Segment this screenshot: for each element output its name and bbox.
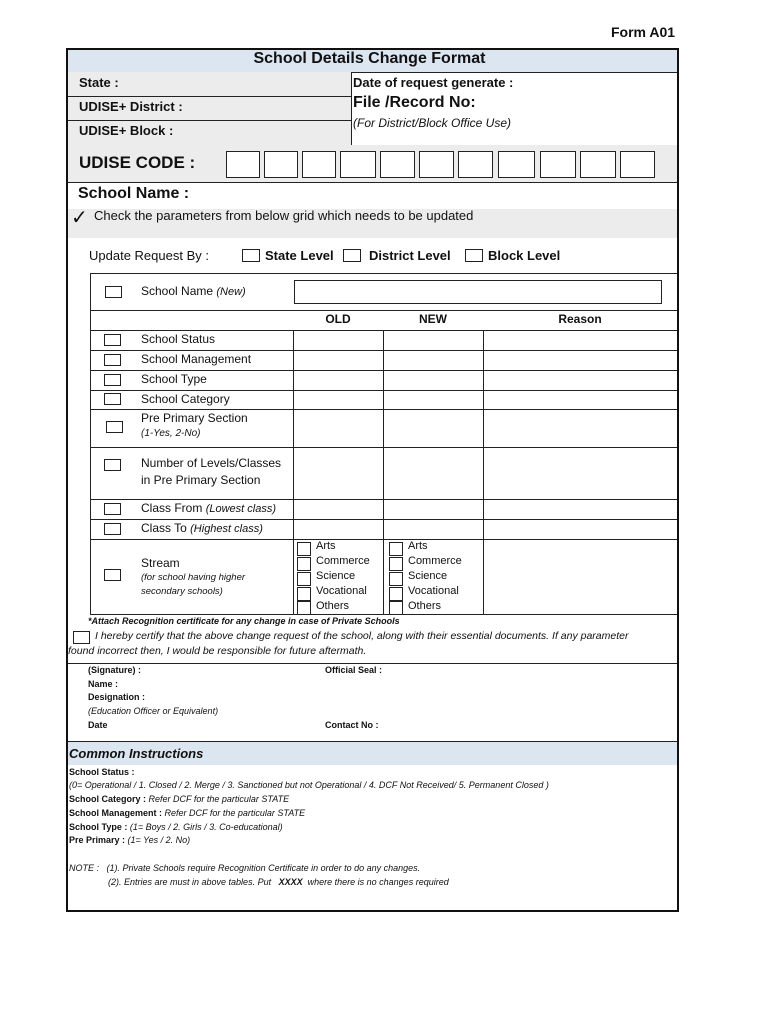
old-science-checkbox[interactable] [297, 572, 311, 586]
new-arts-checkbox[interactable] [389, 542, 403, 556]
col-old-header: OLD [325, 312, 351, 326]
class-to-label: Class To (Highest class) [141, 521, 263, 535]
udise-digit-box[interactable] [458, 151, 493, 178]
instr-management: School Management : Refer DCF for the particular STATE [69, 808, 306, 818]
levels-label-line2: in Pre Primary Section [141, 473, 261, 487]
old-others-checkbox[interactable] [297, 601, 311, 615]
col-new-header: NEW [419, 312, 447, 326]
udise-digit-box[interactable] [540, 151, 576, 178]
district-level-label: District Level [369, 248, 451, 263]
old-others-label: Others [316, 600, 350, 612]
block-level-label: Block Level [488, 248, 561, 263]
old-commerce-label: Commerce [316, 555, 370, 567]
new-vocational-label: Vocational [408, 585, 459, 597]
col-reason-header: Reason [558, 312, 602, 326]
pre-primary-note: (1-Yes, 2-No) [141, 428, 201, 439]
school-management-label: School Management [141, 352, 252, 366]
new-science-checkbox[interactable] [389, 572, 403, 586]
udise-block-label: UDISE+ Block : [79, 123, 174, 138]
school-name-new-checkbox[interactable] [105, 286, 122, 298]
attach-note: *Attach Recognition certificate for any change in case of Private Schools [88, 616, 400, 626]
form-id: Form A01 [611, 24, 676, 40]
stream-note-line1: (for school having higher [141, 572, 246, 583]
school-name-label: School Name : [78, 185, 190, 202]
old-commerce-checkbox[interactable] [297, 557, 311, 571]
certify-checkbox[interactable] [73, 631, 90, 644]
udise-digit-box[interactable] [302, 151, 336, 178]
udise-digit-box[interactable] [620, 151, 655, 178]
certify-line1: I hereby certify that the above change request of the school, along with their essential documents. If any parameter [95, 630, 629, 642]
edu-officer-note: (Education Officer or Equivalent) [88, 706, 219, 716]
new-others-label: Others [408, 600, 442, 612]
old-arts-checkbox[interactable] [297, 542, 311, 556]
date-label: Date [88, 720, 108, 730]
school-status-label: School Status [141, 332, 216, 346]
instr-status-label: School Status : [69, 767, 135, 777]
instr-category: School Category : Refer DCF for the particular STATE [69, 794, 290, 804]
contact-no-label: Contact No : [325, 720, 379, 730]
school-category-label: School Category [141, 392, 230, 406]
certify-line2: found incorrect then, I would be responsible for future aftermath. [68, 645, 367, 657]
udise-digit-box[interactable] [264, 151, 298, 178]
udise-code-label: UDISE CODE : [79, 153, 196, 172]
instr-note2: (2). Entries are must in above tables. Put XXXX where there is no changes required [108, 877, 449, 887]
instr-status-values: (0= Operational / 1. Closed / 2. Merge / 3. Sanctioned but not Operational / 4. DCF Not Received/ 5. Permanent Closed ) [69, 780, 549, 790]
udise-digit-box[interactable] [498, 151, 535, 178]
date-request-label: Date of request generate : [353, 75, 514, 90]
instr-note1: NOTE : (1). Private Schools require Recognition Certificate in order to do any changes. [69, 863, 421, 873]
instr-preprimary: Pre Primary : (1= Yes / 2. No) [69, 835, 191, 845]
school-name-new-input[interactable] [294, 280, 662, 304]
school-management-checkbox[interactable] [104, 354, 121, 366]
official-seal-label: Official Seal : [325, 665, 383, 675]
pre-primary-label: Pre Primary Section [141, 411, 248, 425]
udise-digit-box[interactable] [580, 151, 616, 178]
check-instruction: Check the parameters from below grid which needs to be updated [94, 208, 474, 223]
state-level-label: State Level [265, 248, 334, 263]
block-level-checkbox[interactable] [465, 249, 483, 262]
old-science-label: Science [316, 570, 356, 582]
udise-digit-box[interactable] [226, 151, 260, 178]
district-level-checkbox[interactable] [343, 249, 361, 262]
pre-primary-checkbox[interactable] [106, 421, 123, 433]
file-record-label: File /Record No: [353, 94, 476, 111]
levels-checkbox[interactable] [104, 459, 121, 471]
stream-label: Stream [141, 556, 180, 570]
udise-digit-box[interactable] [380, 151, 415, 178]
new-vocational-checkbox[interactable] [389, 587, 403, 601]
stream-checkbox[interactable] [104, 569, 121, 581]
state-label: State : [79, 75, 119, 90]
udise-district-label: UDISE+ District : [79, 99, 183, 114]
signature-label: (Signature) : [88, 665, 141, 675]
instr-type: School Type : (1= Boys / 2. Girls / 3. Co-educational) [69, 822, 283, 832]
levels-label-line1: Number of Levels/Classes [141, 456, 282, 470]
update-request-label: Update Request By : [89, 248, 209, 263]
designation-label: Designation : [88, 692, 146, 702]
school-status-checkbox[interactable] [104, 334, 121, 346]
class-to-checkbox[interactable] [104, 523, 121, 535]
new-commerce-checkbox[interactable] [389, 557, 403, 571]
class-from-checkbox[interactable] [104, 503, 121, 515]
new-arts-label: Arts [408, 540, 428, 552]
new-commerce-label: Commerce [408, 555, 462, 567]
school-name-new-label: School Name (New) [141, 284, 246, 298]
school-type-checkbox[interactable] [104, 374, 121, 386]
new-others-checkbox[interactable] [389, 601, 403, 615]
check-mark-icon: ✓ [71, 207, 88, 229]
class-from-label: Class From (Lowest class) [141, 501, 276, 515]
old-arts-label: Arts [316, 540, 336, 552]
school-category-checkbox[interactable] [104, 393, 121, 405]
udise-digit-box[interactable] [340, 151, 376, 178]
new-science-label: Science [408, 570, 448, 582]
form-title: School Details Change Format [253, 50, 486, 67]
office-use-note: (For District/Block Office Use) [353, 116, 512, 130]
stream-note-line2: secondary schools) [141, 586, 223, 597]
instructions-heading: Common Instructions [69, 746, 204, 761]
school-type-label: School Type [141, 372, 207, 386]
old-vocational-checkbox[interactable] [297, 587, 311, 601]
name-label: Name : [88, 679, 119, 689]
state-level-checkbox[interactable] [242, 249, 260, 262]
udise-digit-box[interactable] [419, 151, 454, 178]
old-vocational-label: Vocational [316, 585, 367, 597]
